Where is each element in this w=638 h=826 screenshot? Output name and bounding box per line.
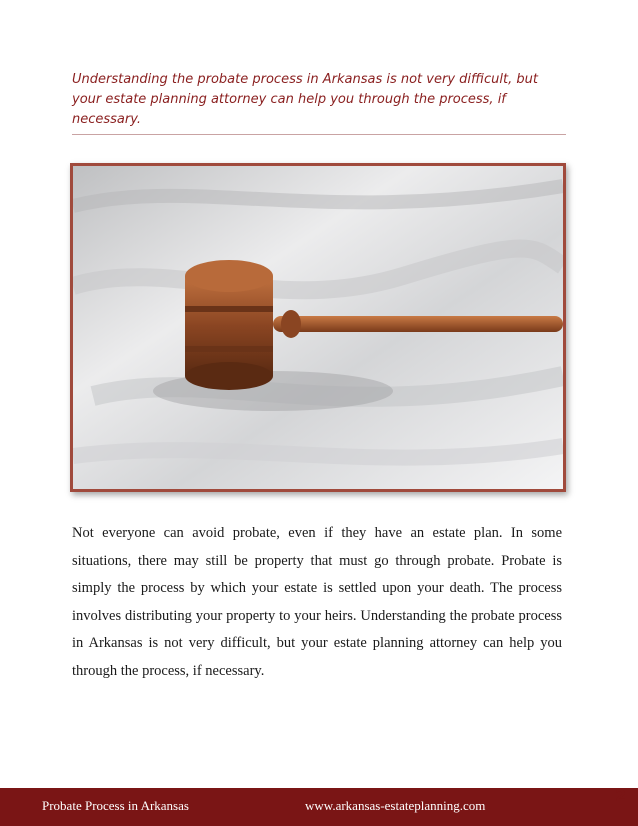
footer-website: www.arkansas-estateplanning.com: [305, 798, 486, 813]
pull-quote: Understanding the probate process in Arkansas is not very difficult, but your estate planning attorney can help you through the process, if necessary.: [72, 70, 566, 135]
gavel-photo: [70, 163, 566, 492]
gavel-illustration: [73, 166, 563, 489]
page-number: 2: [614, 786, 626, 805]
footer-title: Probate Process in Arkansas: [42, 798, 189, 813]
body-paragraph: Not everyone can avoid probate, even if they have an estate plan. In some situations, there may still be property that must go through probate. Probate is simply the process by which your estate is settled upon your death. The process involves distributing your property to your heirs. Understanding the probate process in Arkansas is not very difficult, but your estate planning attorney can help you through the process, if necessary.: [72, 525, 562, 679]
